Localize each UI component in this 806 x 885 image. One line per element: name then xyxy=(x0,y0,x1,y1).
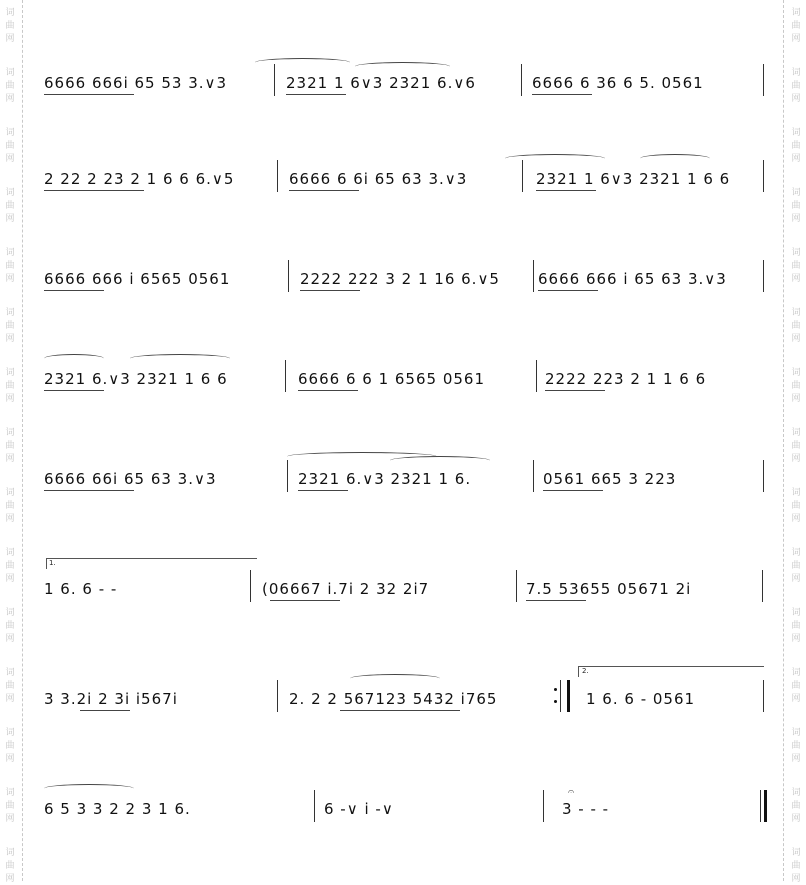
watermark-char: 曲 xyxy=(791,801,801,811)
slur xyxy=(44,784,134,793)
watermark-char: 曲 xyxy=(791,81,801,91)
watermark-char: 网 xyxy=(791,574,801,584)
watermark-char: 曲 xyxy=(5,21,15,31)
underline xyxy=(44,490,134,491)
watermark-char: 词 xyxy=(5,188,15,198)
underline xyxy=(298,390,358,391)
watermark-char: 词 xyxy=(791,788,801,798)
underline xyxy=(543,490,603,491)
watermark-char: 曲 xyxy=(5,561,15,571)
score-line-5 xyxy=(0,446,806,516)
barline xyxy=(250,570,251,602)
watermark-char: 曲 xyxy=(5,201,15,211)
barline xyxy=(516,570,517,602)
underline xyxy=(538,290,598,291)
watermark-char: 曲 xyxy=(5,681,15,691)
watermark-char: 曲 xyxy=(791,201,801,211)
watermark-char: 词 xyxy=(5,68,15,78)
watermark-char: 网 xyxy=(791,214,801,224)
watermark-char: 网 xyxy=(791,454,801,464)
watermark-char: 词 xyxy=(5,8,15,18)
watermark-char: 曲 xyxy=(791,321,801,331)
watermark-char: 曲 xyxy=(791,21,801,31)
watermark-char: 网 xyxy=(5,394,15,404)
slur xyxy=(355,62,450,71)
watermark-char: 曲 xyxy=(5,441,15,451)
underline xyxy=(545,390,605,391)
watermark-char: 词 xyxy=(5,128,15,138)
watermark-char: 词 xyxy=(5,548,15,558)
watermark-char: 曲 xyxy=(791,741,801,751)
underline xyxy=(80,710,130,711)
watermark-char: 网 xyxy=(791,874,801,884)
watermark-char: 词 xyxy=(791,608,801,618)
watermark-char: 曲 xyxy=(791,441,801,451)
underline xyxy=(44,290,104,291)
measure-notes: 3 3.2i 2 3i i567i xyxy=(44,690,178,708)
watermark-char: 词 xyxy=(5,668,15,678)
repeat-dot xyxy=(554,688,557,691)
watermark-char: 曲 xyxy=(5,861,15,871)
watermark-char: 曲 xyxy=(791,501,801,511)
score-line-2 xyxy=(0,146,806,216)
watermark-char: 词 xyxy=(791,548,801,558)
watermark-char: 词 xyxy=(791,8,801,18)
watermark-char: 网 xyxy=(5,214,15,224)
watermark-char: 词 xyxy=(791,308,801,318)
watermark-char: 网 xyxy=(5,874,15,884)
final-barline-thin xyxy=(760,790,761,822)
barline xyxy=(763,160,764,192)
repeat-end-barline xyxy=(560,680,570,712)
measure-notes: 2 22 2 23 2 1 6 6 6.∨5 xyxy=(44,170,235,188)
barline xyxy=(314,790,315,822)
measure-notes: 6 -∨ i -∨ xyxy=(324,800,394,818)
barline xyxy=(763,260,764,292)
measure-notes: 6666 6 6 1 6565 0561 xyxy=(298,370,485,388)
watermark-char: 曲 xyxy=(791,381,801,391)
watermark-char: 网 xyxy=(5,514,15,524)
watermark-char: 网 xyxy=(791,694,801,704)
watermark-char: 词 xyxy=(5,368,15,378)
slur xyxy=(255,58,350,67)
measure-notes: 2222 222 3 2 1 16 6.∨5 xyxy=(300,270,500,288)
watermark-char: 词 xyxy=(5,428,15,438)
barline xyxy=(287,460,288,492)
underline xyxy=(536,190,596,191)
barline xyxy=(277,160,278,192)
underline xyxy=(532,94,592,95)
watermark-char: 曲 xyxy=(791,141,801,151)
volta-bracket xyxy=(578,666,764,677)
barline xyxy=(533,460,534,492)
measure-notes: 1 6. 6 - - xyxy=(44,580,118,598)
underline xyxy=(300,290,360,291)
watermark-char: 词 xyxy=(5,608,15,618)
watermark-char: 网 xyxy=(5,634,15,644)
barline xyxy=(763,680,764,712)
watermark-char: 词 xyxy=(791,428,801,438)
watermark-char: 词 xyxy=(791,368,801,378)
barline xyxy=(543,790,544,822)
measure-notes: 0561 665 3 223 xyxy=(543,470,677,488)
barline xyxy=(533,260,534,292)
watermark-char: 词 xyxy=(5,788,15,798)
left-margin-rule xyxy=(22,0,23,881)
score-line-4 xyxy=(0,346,806,416)
watermark-char: 网 xyxy=(5,94,15,104)
measure-notes: 2321 6.∨3 2321 1 6. xyxy=(298,470,472,488)
underline xyxy=(44,390,104,391)
watermark-char: 曲 xyxy=(5,381,15,391)
watermark-char: 网 xyxy=(5,694,15,704)
score-line-6 xyxy=(0,556,806,626)
repeat-dot xyxy=(554,700,557,703)
volta-label: 2. xyxy=(582,667,589,675)
measure-notes: (06667 i.7i 2 32 2i7 xyxy=(262,580,430,598)
watermark-char: 词 xyxy=(791,728,801,738)
watermark-char: 词 xyxy=(791,188,801,198)
watermark-char: 曲 xyxy=(791,681,801,691)
barline xyxy=(762,570,763,602)
barline xyxy=(521,64,522,96)
barline xyxy=(522,160,523,192)
watermark-char: 曲 xyxy=(791,621,801,631)
watermark-char: 网 xyxy=(791,274,801,284)
watermark-char: 曲 xyxy=(5,141,15,151)
watermark-char: 曲 xyxy=(791,261,801,271)
underline xyxy=(526,600,586,601)
watermark-char: 网 xyxy=(791,334,801,344)
watermark-char: 网 xyxy=(5,154,15,164)
watermark-char: 词 xyxy=(791,668,801,678)
watermark-char: 网 xyxy=(5,34,15,44)
underline xyxy=(44,190,144,191)
watermark-char: 网 xyxy=(5,754,15,764)
score-line-1 xyxy=(0,50,806,120)
measure-notes: 6666 666 i 65 63 3.∨3 xyxy=(538,270,727,288)
watermark-char: 曲 xyxy=(5,501,15,511)
watermark-char: 网 xyxy=(791,754,801,764)
measure-notes: 6666 666i 65 53 3.∨3 xyxy=(44,74,228,92)
watermark-char: 曲 xyxy=(5,741,15,751)
slur xyxy=(44,354,104,363)
barline xyxy=(763,64,764,96)
watermark-char: 网 xyxy=(5,274,15,284)
right-margin-rule xyxy=(783,0,784,881)
underline xyxy=(289,190,359,191)
watermark-char: 网 xyxy=(5,814,15,824)
watermark-char: 曲 xyxy=(791,561,801,571)
measure-notes: 7.5 53655 05671 2i xyxy=(526,580,692,598)
watermark-char: 网 xyxy=(791,514,801,524)
watermark-char: 词 xyxy=(791,248,801,258)
underline xyxy=(298,490,348,491)
watermark-char: 词 xyxy=(791,848,801,858)
measure-notes: 6666 666 i 6565 0561 xyxy=(44,270,231,288)
measure-notes: 6 5 3 3 2 2 3 1 6. xyxy=(44,800,191,818)
measure-notes: 3 - - - xyxy=(562,800,610,818)
measure-notes: 6666 66i 65 63 3.∨3 xyxy=(44,470,217,488)
watermark-char: 词 xyxy=(5,488,15,498)
underline xyxy=(340,710,460,711)
score-line-8 xyxy=(0,776,806,846)
barline xyxy=(277,680,278,712)
measure-notes: 2321 6.∨3 2321 1 6 6 xyxy=(44,370,228,388)
score-line-7 xyxy=(0,666,806,736)
watermark-char: 网 xyxy=(791,154,801,164)
measure-notes: 6666 6 36 6 5. 0561 xyxy=(532,74,704,92)
barline xyxy=(274,64,275,96)
watermark-char: 曲 xyxy=(5,81,15,91)
watermark-char: 曲 xyxy=(5,321,15,331)
measure-notes: 2. 2 2 567123 5432 i765 xyxy=(289,690,498,708)
watermark-char: 网 xyxy=(5,454,15,464)
measure-notes: 2321 1 6∨3 2321 6.∨6 xyxy=(286,74,476,92)
slur xyxy=(350,674,440,683)
slur xyxy=(390,456,490,465)
underline xyxy=(44,94,134,95)
barline xyxy=(536,360,537,392)
measure-notes: 6666 6 6i 65 63 3.∨3 xyxy=(289,170,468,188)
barline xyxy=(288,260,289,292)
volta-bracket xyxy=(46,558,257,569)
fermata-icon: 𝄐 xyxy=(568,785,575,798)
watermark-char: 词 xyxy=(5,308,15,318)
watermark-char: 网 xyxy=(5,334,15,344)
measure-notes: 1 6. 6 - 0561 xyxy=(586,690,696,708)
watermark-char: 曲 xyxy=(791,861,801,871)
watermark-char: 词 xyxy=(791,128,801,138)
watermark-char: 词 xyxy=(5,728,15,738)
slur xyxy=(130,354,230,363)
slur xyxy=(640,154,710,163)
final-barline-thick xyxy=(764,790,767,822)
watermark-char: 词 xyxy=(5,248,15,258)
underline xyxy=(270,600,340,601)
watermark-char: 网 xyxy=(791,814,801,824)
measure-notes: 2321 1 6∨3 2321 1 6 6 xyxy=(536,170,731,188)
watermark-char: 网 xyxy=(791,34,801,44)
watermark-char: 网 xyxy=(791,94,801,104)
watermark-char: 网 xyxy=(791,634,801,644)
score-line-3 xyxy=(0,246,806,316)
watermark-char: 网 xyxy=(791,394,801,404)
slur xyxy=(505,154,605,163)
watermark-char: 曲 xyxy=(5,621,15,631)
watermark-char: 曲 xyxy=(5,261,15,271)
barline xyxy=(285,360,286,392)
volta-label: 1. xyxy=(49,559,56,567)
watermark-char: 曲 xyxy=(5,801,15,811)
watermark-char: 词 xyxy=(5,848,15,858)
watermark-char: 网 xyxy=(5,574,15,584)
watermark-char: 词 xyxy=(791,68,801,78)
measure-notes: 2222 223 2 1 1 6 6 xyxy=(545,370,707,388)
barline xyxy=(763,460,764,492)
watermark-char: 词 xyxy=(791,488,801,498)
underline xyxy=(286,94,346,95)
